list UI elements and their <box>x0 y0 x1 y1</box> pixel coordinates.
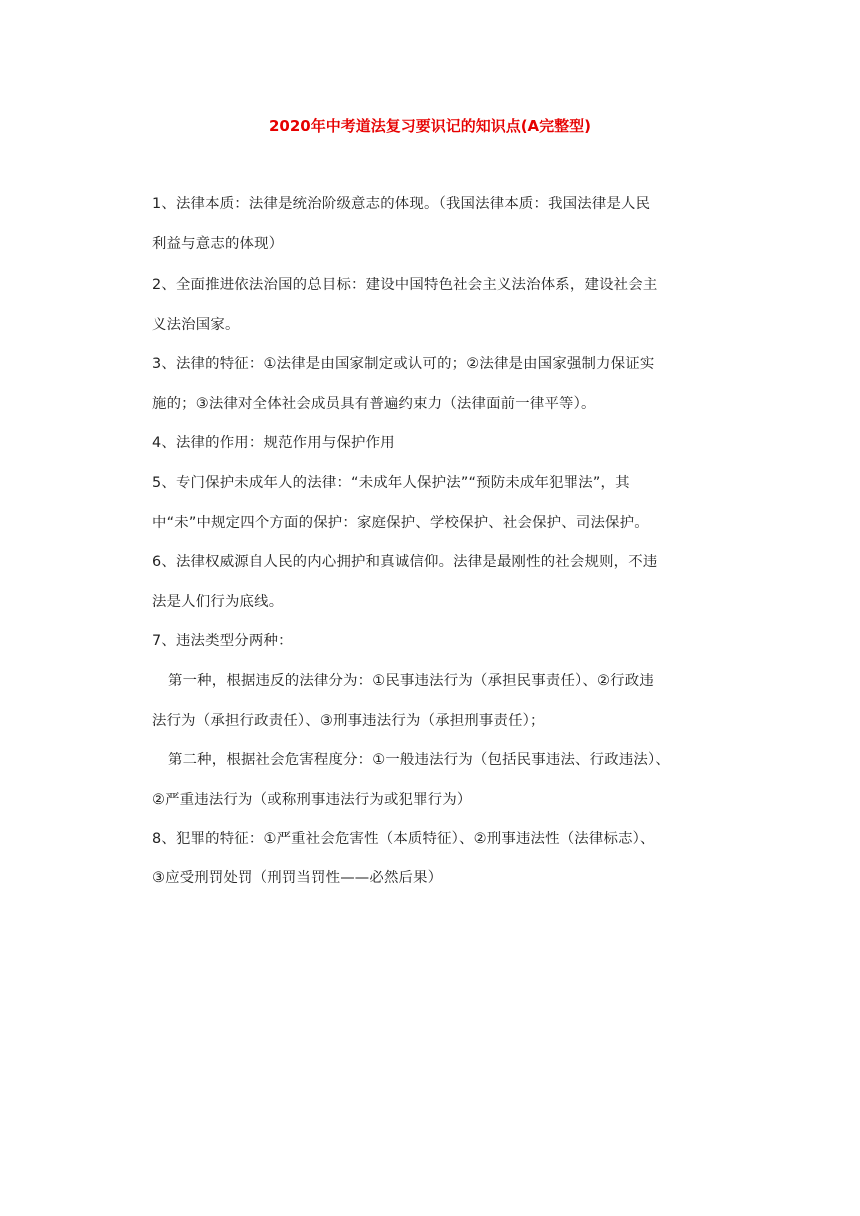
text-line-11: 法是人们行为底线。 <box>152 594 284 610</box>
text-line-9: 中“未”中规定四个方面的保护：家庭保护、学校保护、社会保护、司法保护。 <box>152 515 649 531</box>
text-line-10: 6、法律权威源自人民的内心拥护和真诚信仰。法律是最刚性的社会规则，不违 <box>152 554 658 570</box>
text-line-17: 8、犯罪的特征：①严重社会危害性（本质特征）、②刑事违法性（法律标志）、 <box>152 831 655 847</box>
text-line-4: 义法治国家。 <box>152 317 240 333</box>
text-line-3: 2、全面推进依法治国的总目标：建设中国特色社会主义法治体系，建设社会主 <box>152 277 658 293</box>
text-line-13: 第一种，根据违反的法律分为：①民事违法行为（承担民事责任）、②行政违 <box>168 673 654 689</box>
text-line-14: 法行为（承担行政责任）、③刑事违法行为（承担刑事责任）； <box>152 713 545 729</box>
text-line-6: 施的；③法律对全体社会成员具有普遍约束力（法律面前一律平等）。 <box>152 396 596 412</box>
text-line-7: 4、法律的作用：规范作用与保护作用 <box>152 435 395 451</box>
document-title: 2020年中考道法复习要识记的知识点(A完整型) <box>268 117 592 135</box>
text-line-12: 7、违法类型分两种： <box>152 633 293 649</box>
text-line-16: ②严重违法行为（或称刑事违法行为或犯罪行为） <box>152 792 472 808</box>
text-line-5: 3、法律的特征：①法律是由国家制定或认可的；②法律是由国家强制力保证实 <box>152 356 655 372</box>
text-line-15: 第二种，根据社会危害程度分：①一般违法行为（包括民事违法、行政违法）、 <box>168 752 670 768</box>
text-line-1: 1、法律本质：法律是统治阶级意志的体现。（我国法律本质：我国法律是人民 <box>152 196 651 212</box>
text-line-18: ③应受刑罚处罚（刑罚当罚性——必然后果） <box>152 870 443 886</box>
text-line-8: 5、专门保护未成年人的法律：“未成年人保护法”“预防未成年犯罪法”，其 <box>152 475 630 491</box>
text-line-2: 利益与意志的体现） <box>152 236 284 252</box>
